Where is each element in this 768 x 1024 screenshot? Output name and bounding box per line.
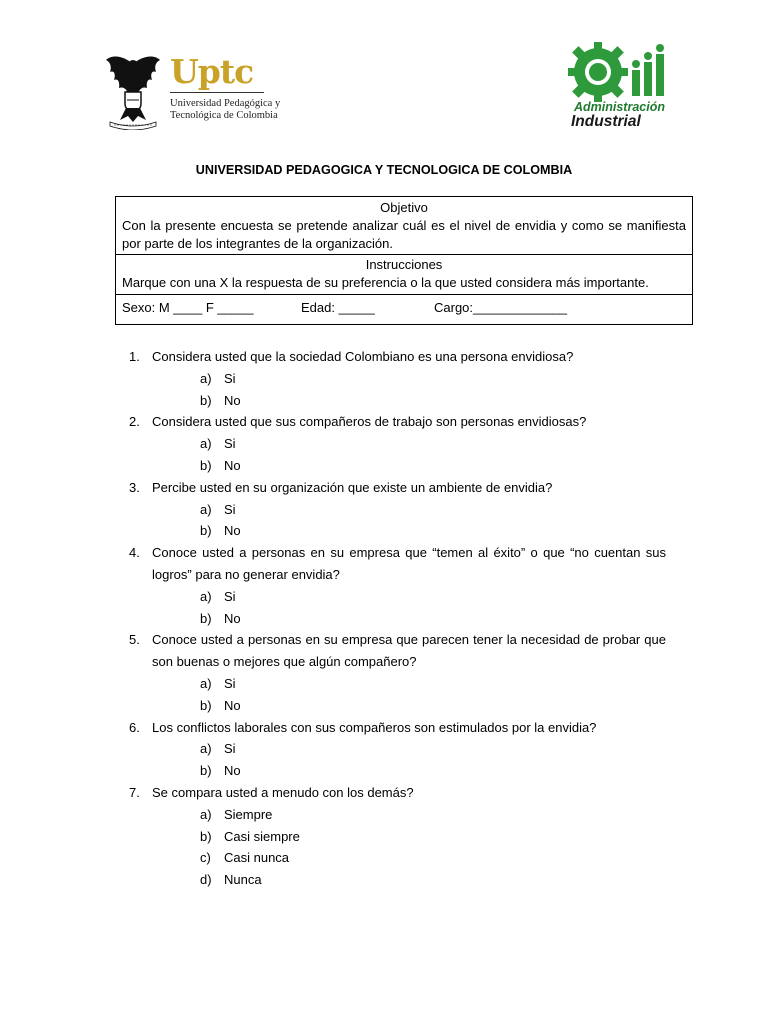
- option-text: No: [224, 763, 241, 779]
- uptc-subtitle: [170, 98, 280, 122]
- question-item: [126, 782, 666, 891]
- question-item: [126, 346, 666, 411]
- question-text: Percibe usted en su organización que existe un ambiente de envidia?: [152, 479, 553, 495]
- question-number: 3.: [129, 479, 140, 495]
- objective-heading: Objetivo: [380, 200, 428, 215]
- option-text: Nunca: [224, 872, 262, 888]
- question-number: 5.: [129, 632, 140, 648]
- question-text: Conoce usted a personas en su empresa que parecen tener la necesidad de probar que son buenas o mejores que algún compañero?: [152, 632, 666, 670]
- option-letter: a): [200, 436, 212, 452]
- option-letter: c): [200, 850, 211, 866]
- answer-option[interactable]: [152, 455, 666, 477]
- option-text: No: [224, 697, 241, 713]
- question-text: Considera usted que la sociedad Colombiano es una persona envidiosa?: [152, 349, 574, 364]
- question-text: Los conflictos laborales con sus compañeros son estimulados por la envidia?: [152, 719, 597, 735]
- question-item: [126, 717, 666, 782]
- option-letter: b): [200, 523, 212, 539]
- answer-option[interactable]: [152, 695, 666, 717]
- objective-section: [116, 199, 692, 253]
- answer-option[interactable]: [152, 673, 666, 695]
- option-text: Siempre: [224, 806, 273, 822]
- option-letter: a): [200, 588, 212, 604]
- answer-options: [152, 804, 666, 891]
- option-letter: a): [200, 675, 212, 691]
- question-item: [126, 477, 666, 542]
- answer-option[interactable]: [152, 760, 666, 782]
- answer-option[interactable]: [152, 520, 666, 542]
- question-text: Considera usted que sus compañeros de trabajo son personas envidiosas?: [152, 414, 587, 430]
- instructions-text: Marque con una X la respuesta de su preferencia o la que usted considera más importante.: [122, 275, 649, 290]
- respondent-fields: [116, 294, 692, 317]
- question-number: 1.: [129, 349, 140, 364]
- option-letter: b): [200, 697, 212, 713]
- question-number: 7.: [129, 784, 140, 800]
- option-letter: d): [200, 872, 212, 888]
- logo-divider: [170, 92, 264, 93]
- option-letter: b): [200, 457, 212, 473]
- logo-line-administracion: Administración: [574, 100, 665, 114]
- document-title: UNIVERSIDAD PEDAGOGICA Y TECNOLOGICA DE COLOMBIA: [195, 163, 573, 177]
- answer-options: [152, 499, 666, 543]
- answer-option[interactable]: [152, 826, 666, 848]
- question-number: 4.: [129, 545, 140, 561]
- answer-option[interactable]: [152, 608, 666, 630]
- answer-option[interactable]: [152, 368, 666, 390]
- answer-options: [152, 586, 666, 630]
- option-text: No: [224, 457, 241, 473]
- option-letter: b): [200, 763, 212, 779]
- option-letter: a): [200, 501, 212, 517]
- question-number: 6.: [129, 719, 140, 735]
- info-box: [115, 196, 693, 325]
- answer-options: [152, 738, 666, 782]
- option-letter: b): [200, 828, 212, 844]
- administracion-industrial-logo: [566, 40, 674, 132]
- option-text: No: [224, 392, 241, 408]
- instructions-heading: Instrucciones: [365, 257, 443, 272]
- question-item: [126, 542, 666, 629]
- option-text: Si: [224, 501, 236, 517]
- option-text: Si: [224, 741, 236, 757]
- question-list: [126, 346, 666, 891]
- uptc-wordmark: Uptc: [170, 52, 254, 91]
- answer-option[interactable]: [152, 869, 666, 891]
- option-text: Casi nunca: [224, 850, 290, 866]
- uptc-subtitle-line1: Universidad Pedagógica y: [170, 98, 281, 109]
- answer-option[interactable]: [152, 499, 666, 521]
- option-text: Si: [224, 675, 236, 691]
- option-text: Si: [224, 588, 236, 604]
- answer-option[interactable]: [152, 804, 666, 826]
- question-number: 2.: [129, 414, 140, 430]
- option-text: No: [224, 610, 241, 626]
- objective-text: Con la presente encuesta se pretende analizar cuál es el nivel de envidia y como se manifiesta por parte de los integrantes de la organización.: [122, 218, 686, 251]
- eagle-crest-icon: [104, 50, 162, 130]
- option-letter: b): [200, 392, 212, 408]
- question-text: Se compara usted a menudo con los demás?: [152, 784, 414, 800]
- sex-field[interactable]: Sexo: M ____ F _____: [122, 300, 254, 315]
- answer-option[interactable]: [152, 847, 666, 869]
- answer-option[interactable]: [152, 390, 666, 412]
- option-letter: a): [200, 370, 212, 386]
- option-letter: a): [200, 741, 212, 757]
- option-text: Si: [224, 436, 236, 452]
- option-text: No: [224, 523, 241, 539]
- answer-option[interactable]: [152, 586, 666, 608]
- question-text: Conoce usted a personas en su empresa que “temen al éxito” o que “no cuentan sus logros” para no generar envidia?: [152, 545, 666, 582]
- answer-options: [152, 433, 666, 477]
- answer-option[interactable]: [152, 738, 666, 760]
- instructions-section: [116, 254, 692, 292]
- answer-options: [152, 368, 666, 412]
- option-letter: b): [200, 610, 212, 626]
- option-text: Si: [224, 370, 236, 386]
- logo-line-industrial: Industrial: [571, 113, 641, 130]
- question-item: [126, 411, 666, 476]
- option-letter: a): [200, 806, 212, 822]
- position-field[interactable]: Cargo:_____________: [434, 300, 568, 315]
- age-field[interactable]: Edad: _____: [301, 300, 375, 315]
- gear-bars-icon: [566, 40, 674, 102]
- uptc-logo: [104, 50, 281, 132]
- question-item: [126, 629, 666, 716]
- option-text: Casi siempre: [224, 828, 300, 844]
- answer-option[interactable]: [152, 433, 666, 455]
- answer-options: [152, 673, 666, 717]
- uptc-subtitle-line2: Tecnológica de Colombia: [170, 110, 278, 121]
